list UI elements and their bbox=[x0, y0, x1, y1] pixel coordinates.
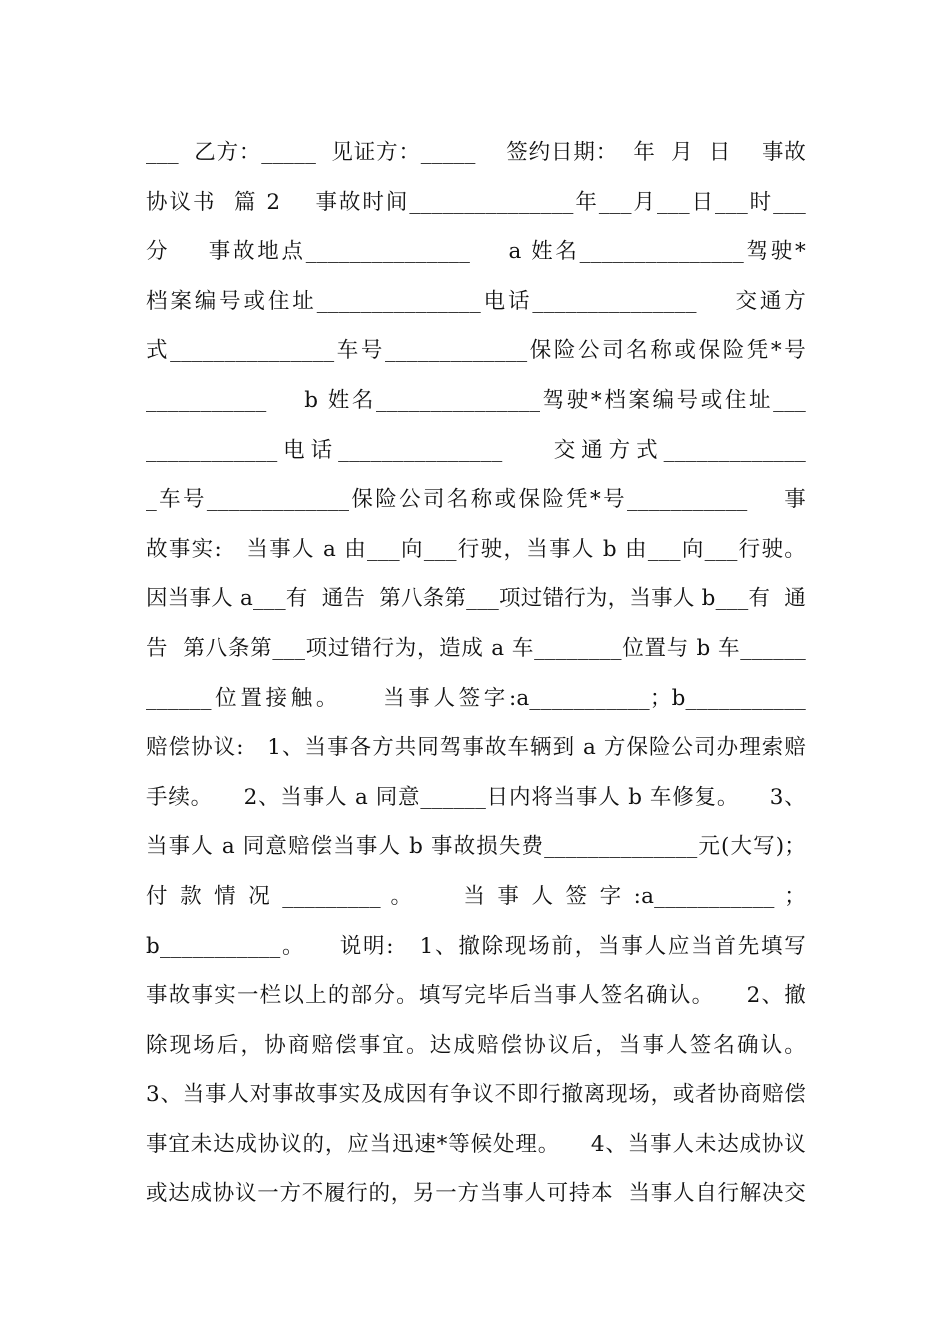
text-line-21: 事宜未达成协议的，应当迅速*等候处理。 4、当事人未达成协议 bbox=[146, 1131, 806, 1157]
text-line-13: 赔偿协议: 1、当事各方共同驾事故车辆到 a 方保险公司办理索赔 bbox=[146, 735, 806, 761]
text-line-19: 除现场后，协商赔偿事宜。达成赔偿协议后，当事人签名确认。 bbox=[146, 1032, 806, 1058]
text-line-8: _车号_____________保险公司名称或保险凭*号___________ 事 bbox=[146, 487, 806, 513]
text-line-7: ____________电话_______________ 交通方式_____________ bbox=[146, 437, 806, 463]
text-line-10: 因当事人 a___有 通告 第八条第___项过错行为，当事人 b___有 通 bbox=[146, 586, 806, 612]
text-line-12: ______位置接触。 当事人签字:a___________；b___________ bbox=[146, 685, 806, 711]
text-line-5: 式_______________车号_____________保险公司名称或保险凭*号 bbox=[146, 338, 806, 364]
text-line-9: 故事实: 当事人 a 由___向___行驶，当事人 b 由___向___行驶。 bbox=[146, 536, 806, 562]
text-line-4: 档案编号或住址_______________电话_______________ 交通方 bbox=[146, 288, 806, 314]
text-line-20: 3、当事人对事故事实及成因有争议不即行撤离现场，或者协商赔偿 bbox=[146, 1082, 806, 1108]
text-line-1: ___ 乙方：_____ 见证方：_____ 签约日期： 年 月 日 事故 bbox=[146, 140, 806, 165]
text-line-14: 手续。 2、当事人 a 同意______日内将当事人 b 车修复。 3、 bbox=[146, 784, 806, 810]
text-line-6: ___________ b 姓名_______________驾驶*档案编号或住址___ bbox=[146, 387, 806, 413]
text-line-16: 付 款 情 况 _________ 。 当 事 人 签 字 :a___________ ； bbox=[146, 883, 806, 909]
text-line-11: 告 第八条第___项过错行为，造成 a 车________位置与 b 车______ bbox=[146, 635, 806, 661]
text-line-15: 当事人 a 同意赔偿当事人 b 事故损失费______________元(大写)； bbox=[146, 834, 806, 860]
text-line-22: 或达成协议一方不履行的，另一方当事人可持本 当事人自行解决交 bbox=[146, 1181, 806, 1207]
text-line-18: 事故事实一栏以上的部分。填写完毕后当事人签名确认。 2、撤 bbox=[146, 983, 806, 1009]
text-line-17: b___________。 说明: 1、撤除现场前，当事人应当首先填写 bbox=[146, 933, 806, 959]
agreement-text-body bbox=[146, 128, 806, 1219]
text-line-3: 分 事故地点_______________ a 姓名_______________驾驶* bbox=[146, 239, 806, 265]
text-line-2: 协议书 篇 2 事故时间_______________年___月___日___时___ bbox=[146, 189, 806, 215]
